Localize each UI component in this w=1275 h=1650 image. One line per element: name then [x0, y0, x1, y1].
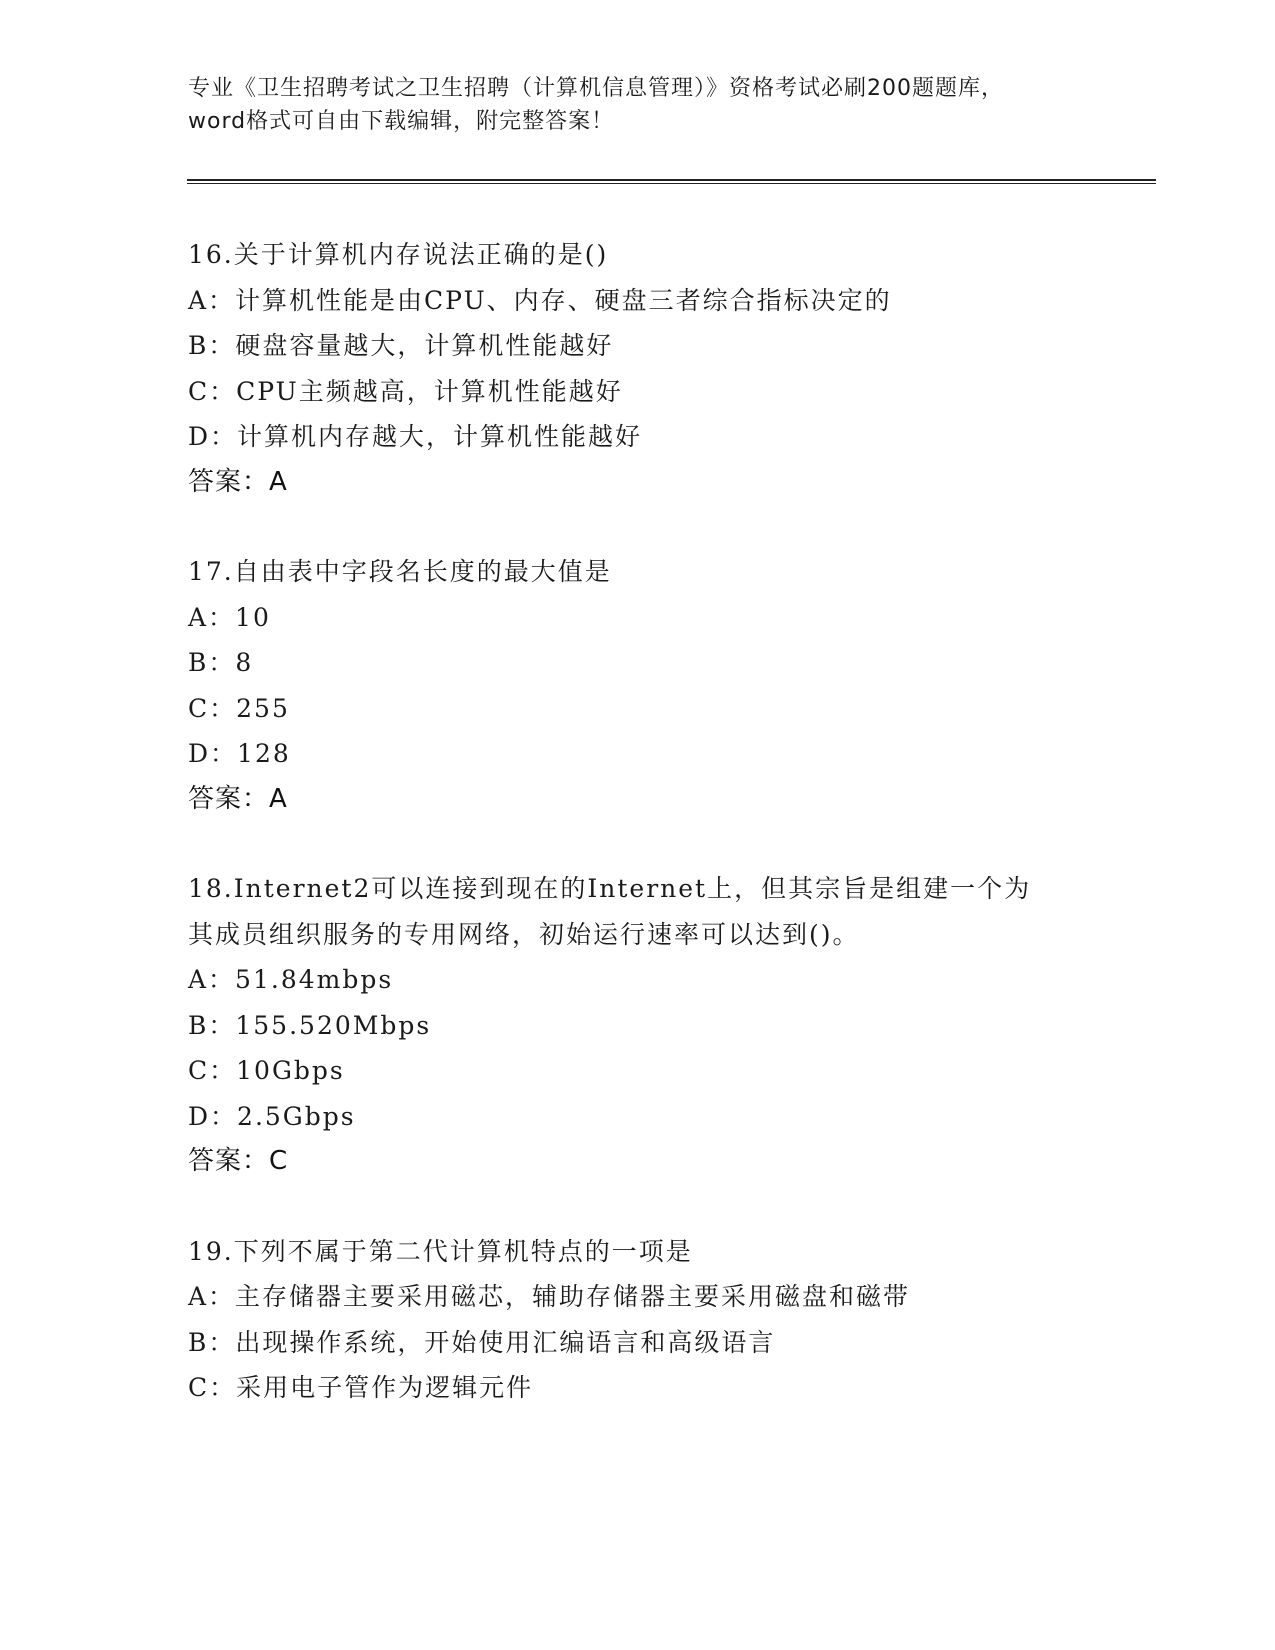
- question-stem: [188, 1229, 1148, 1275]
- question-number: 17.: [188, 557, 234, 586]
- option-b: B：8: [188, 648, 254, 677]
- question-number: 19.: [188, 1236, 234, 1266]
- header-line-2: word格式可自由下载编辑，附完整答案！: [188, 109, 615, 134]
- answer-line: 答案：C: [188, 1146, 289, 1176]
- option-d: D：计算机内存越大，计算机性能越好: [188, 422, 643, 451]
- option-a: A：51.84mbps: [188, 965, 394, 994]
- question-18: [188, 866, 1148, 1185]
- question-number: 16.: [188, 240, 234, 269]
- answer-line: 答案：A: [188, 783, 288, 814]
- question-stem: [188, 232, 1148, 278]
- option-d: D：2.5Gbps: [188, 1101, 356, 1131]
- question-stem: [188, 549, 1148, 595]
- header-divider: [187, 179, 1156, 184]
- option-b: B：出现操作系统，开始使用汇编语言和高级语言: [188, 1327, 776, 1357]
- question-text: 下列不属于第二代计算机特点的一项是: [233, 1236, 693, 1266]
- question-text: 关于计算机内存说法正确的是(): [233, 240, 609, 269]
- answer-line: 答案：A: [188, 466, 288, 497]
- option-c: C：255: [188, 693, 290, 723]
- option-d: D：128: [188, 739, 291, 768]
- option-a: A：10: [188, 602, 271, 632]
- question-list: [188, 232, 1148, 1455]
- option-a: A：计算机性能是由CPU、内存、硬盘三者综合指标决定的: [188, 285, 892, 315]
- option-c: C：CPU主频越高，计算机性能越好: [188, 376, 623, 406]
- option-c: C：采用电子管作为逻辑元件: [188, 1373, 534, 1402]
- document-header: [188, 72, 1088, 138]
- option-a: A：主存储器主要采用磁芯，辅助存储器主要采用磁盘和磁带: [188, 1282, 911, 1311]
- question-16: [188, 232, 1148, 505]
- question-text: 自由表中字段名长度的最大值是: [233, 557, 612, 586]
- question-stem-continued: 其成员组织服务的专用网络，初始运行速率可以达到()。: [188, 919, 860, 949]
- option-b: B：155.520Mbps: [188, 1010, 432, 1040]
- option-b: B：硬盘容量越大，计算机性能越好: [188, 331, 614, 360]
- question-text: Internet2可以连接到现在的Internet上，但其宗旨是组建一个为: [233, 874, 1032, 903]
- question-17: [188, 549, 1148, 822]
- header-line-1: 专业《卫生招聘考试之卫生招聘（计算机信息管理）》资格考试必刷200题题库，: [188, 76, 1004, 101]
- question-number: 18.: [188, 874, 234, 903]
- question-stem: [188, 866, 1148, 912]
- option-c: C：10Gbps: [188, 1056, 345, 1085]
- question-19: [188, 1229, 1148, 1411]
